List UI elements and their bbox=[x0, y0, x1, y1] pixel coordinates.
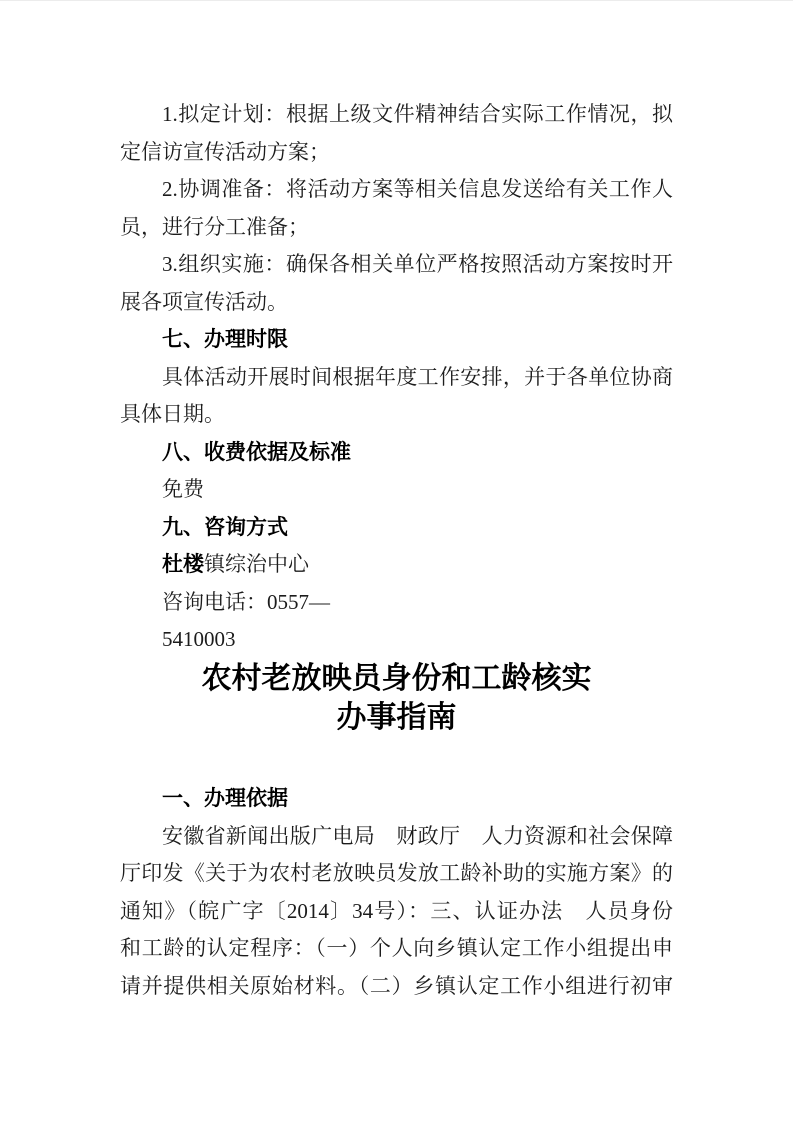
heading-fees: 八、收费依据及标准 bbox=[162, 440, 351, 464]
step-2-line-2: 员，进行分工准备； bbox=[120, 214, 309, 239]
consult-phone-number: 5410003 bbox=[162, 627, 236, 651]
guide-title-line-2: 办事指南 bbox=[336, 700, 457, 734]
consult-org-line bbox=[120, 546, 673, 584]
basis-line-5: 请并提供相关原始材料。（二）乡镇认定工作小组进行初审 bbox=[120, 973, 673, 998]
step-1-line-2: 定信访宣传活动方案； bbox=[120, 139, 330, 164]
basis-line-4: 和工龄的认定程序：（一）个人向乡镇认定工作小组提出申 bbox=[120, 936, 673, 960]
page-content bbox=[120, 96, 673, 1005]
time-limit-line-1: 具体活动开展时间根据年度工作安排，并于各单位协商 bbox=[162, 364, 673, 389]
step-3-line-2: 展各项宣传活动。 bbox=[120, 289, 288, 314]
basis-line-1: 安徽省新闻出版广电局 财政厅 人力资源和社会保障 bbox=[162, 823, 673, 848]
title-gap bbox=[120, 737, 673, 781]
time-limit-line-2: 具体日期。 bbox=[120, 402, 225, 426]
step-3-line-1: 3.组织实施：确保各相关单位严格按照活动方案按时开 bbox=[162, 252, 673, 276]
step-1-line-1: 1.拟定计划：根据上级文件精神结合实际工作情况，拟 bbox=[162, 102, 673, 126]
consult-phone-line: 咨询电话：0557— bbox=[162, 589, 330, 614]
basis-line-3: 通知》（皖广字〔2014〕34号）：三、认证办法 人员身份 bbox=[120, 898, 673, 923]
guide-title-line-1: 农村老放映员身份和工龄核实 bbox=[201, 661, 592, 695]
consult-org-bold: 杜楼 bbox=[162, 553, 204, 576]
consult-org-rest: 镇综治中心 bbox=[204, 552, 309, 576]
fees-body: 免费 bbox=[162, 477, 204, 501]
heading-consult: 九、咨询方式 bbox=[162, 515, 288, 539]
heading-basis: 一、办理依据 bbox=[162, 787, 288, 810]
heading-time-limit: 七、办理时限 bbox=[162, 328, 288, 351]
basis-line-2: 厅印发《关于为农村老放映员发放工龄补助的实施方案》的 bbox=[120, 861, 673, 885]
step-2-line-1: 2.协调准备：将活动方案等相关信息发送给有关工作人 bbox=[162, 177, 673, 201]
